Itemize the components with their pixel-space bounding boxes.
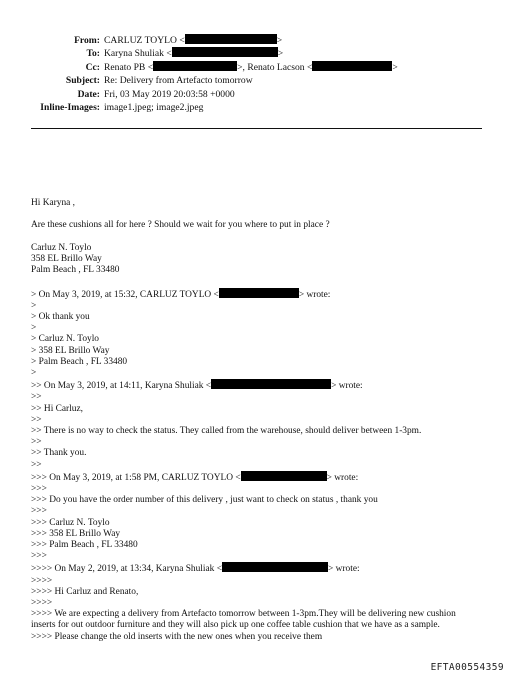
signature-name: Carluz N. Toylo xyxy=(31,242,92,253)
quote-line: >> xyxy=(31,392,42,403)
cc-row xyxy=(0,61,512,74)
quote-line: >> Hi Carluz, xyxy=(31,403,83,414)
quote-line: >>> Do you have the order number of this delivery , just want to check on status , thank you xyxy=(31,495,378,506)
header-divider xyxy=(31,128,482,129)
greeting: Hi Karyna , xyxy=(31,198,75,208)
quote-header xyxy=(31,562,491,575)
quote-line: >>>> xyxy=(31,575,53,586)
quote-header-end: > wrote: xyxy=(326,472,359,483)
redaction-box xyxy=(172,47,278,57)
redaction-box xyxy=(153,61,237,71)
subject-value: Re: Delivery from Artefacto tomorrow xyxy=(104,75,253,87)
from-label: From: xyxy=(74,35,100,46)
quote-line: >>>> xyxy=(31,598,53,609)
email-body xyxy=(31,198,491,643)
quote-line: > Carluz N. Toylo xyxy=(31,334,99,345)
quote-line: >>> 358 EL Brillo Way xyxy=(31,528,121,539)
subject-row xyxy=(0,74,512,87)
from-row xyxy=(0,34,512,47)
signature-street: 358 EL Brillo Way xyxy=(31,253,102,264)
inline-images-row xyxy=(0,101,512,114)
quote-line: >>> xyxy=(31,551,47,562)
quote-line: > 358 EL Brillo Way xyxy=(31,345,110,356)
quote-header-text: >>>> On May 2, 2019, at 13:34, Karyna Shuliak < xyxy=(31,564,222,575)
date-row xyxy=(0,88,512,101)
quote-header xyxy=(31,471,491,484)
quote-header xyxy=(31,379,491,392)
cc-end: > xyxy=(392,61,398,73)
quote-header-text: >>> On May 3, 2019, at 1:58 PM, CARLUZ TOYLO < xyxy=(31,472,241,483)
cc-mid: >, Renato Lacson < xyxy=(237,61,313,73)
quote-line: > xyxy=(31,368,37,378)
quote-line: >>>> Hi Carluz and Renato, xyxy=(31,586,139,597)
quote-line: > xyxy=(31,323,37,334)
quote-header-end: > wrote: xyxy=(328,564,360,575)
quote-line: > Ok thank you xyxy=(31,311,90,322)
quote-line: >> xyxy=(31,414,42,425)
cc-value: Renato PB < xyxy=(104,61,154,73)
redaction-box xyxy=(222,562,328,572)
from-end: > xyxy=(276,35,283,46)
inline-images-value: image1.jpeg; image2.jpeg xyxy=(104,102,204,114)
quote-line: > Palm Beach , FL 33480 xyxy=(31,356,128,367)
redaction-box xyxy=(185,34,277,44)
quote-header xyxy=(31,288,491,301)
quote-header-end: > wrote: xyxy=(331,381,363,392)
from-value: CARLUZ TOYLO < xyxy=(104,35,185,46)
inline-images-label: Inline-Images: xyxy=(40,102,100,114)
redaction-box xyxy=(241,471,327,481)
document-id: EFTA00554359 xyxy=(430,662,504,673)
to-end: > xyxy=(277,48,284,60)
redaction-box xyxy=(312,61,392,71)
quote-line: >> xyxy=(31,459,42,470)
quote-line: >>> xyxy=(31,484,47,495)
cc-label: Cc: xyxy=(85,61,100,73)
quote-header-end: > wrote: xyxy=(298,289,331,300)
quote-line: >>>> We are expecting a delivery from Artefacto tomorrow between 1-3pm.They will be delivering new cushion xyxy=(31,609,456,620)
redaction-box xyxy=(219,288,299,298)
redaction-box xyxy=(211,379,331,389)
quote-line: >> xyxy=(31,437,42,448)
email-header xyxy=(0,34,512,114)
quote-line: inserts for out outdoor furniture and they will also pick up one coffee table cushion that we have as a sample. xyxy=(31,620,440,631)
quote-header-text: >> On May 3, 2019, at 14:11, Karyna Shuliak < xyxy=(31,381,212,392)
quote-header-text: > On May 3, 2019, at 15:32, CARLUZ TOYLO < xyxy=(31,289,219,300)
date-label: Date: xyxy=(77,88,100,100)
signature-city: Palm Beach , FL 33480 xyxy=(31,265,120,276)
quote-line: > xyxy=(31,300,37,311)
quote-line: >>>> Please change the old inserts with the new ones when you receive them xyxy=(31,631,323,642)
question-text: Are these cushions all for here ? Should we wait for you where to put in place ? xyxy=(31,220,330,231)
quote-line: >>> xyxy=(31,506,47,517)
to-label: To: xyxy=(86,48,100,60)
to-row xyxy=(0,47,512,60)
subject-label: Subject: xyxy=(65,75,100,87)
quote-line: >>> Carluz N. Toylo xyxy=(31,517,110,528)
to-value: Karyna Shuliak < xyxy=(104,48,172,60)
quote-line: >> Thank you. xyxy=(31,448,87,459)
date-value: Fri, 03 May 2019 20:03:58 +0000 xyxy=(104,88,235,100)
quote-line: >> There is no way to check the status. They called from the warehouse, should deliver between 1-3pm. xyxy=(31,426,422,437)
quote-line: >>> Palm Beach , FL 33480 xyxy=(31,540,138,551)
